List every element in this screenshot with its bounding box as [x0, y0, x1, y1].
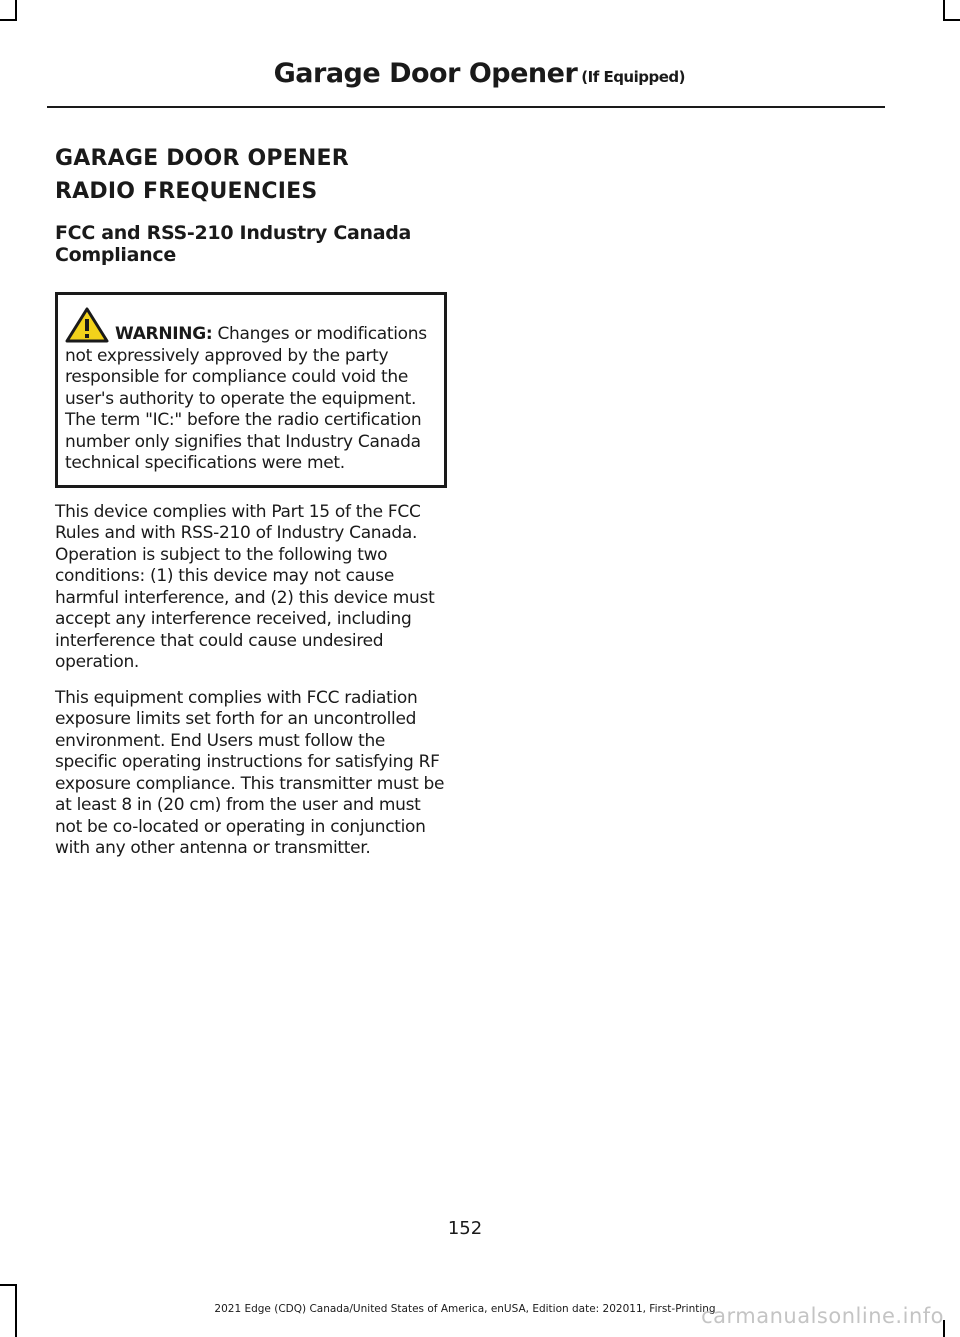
warning-text: Changes or modifications not expressively approved by the party responsible for compliance could void the user's authority to operate the equipment. The term "IC:" before the radio certification number only signifies that Industry Canada technical specifications were met. [65, 324, 427, 473]
crop-mark [0, 19, 17, 21]
header-title-text: Garage Door Opener [273, 58, 578, 89]
body-paragraph-1: This device complies with Part 15 of the FCC Rules and with RSS-210 of Industry Canada. Operation is subject to the following two conditions: (1) this device may not cause harmful interference, and (2) this device must accept any interference received, including interference that could cause undesired operation. [55, 501, 435, 672]
crop-mark [943, 0, 945, 20]
crop-mark [15, 0, 17, 20]
body-paragraph-2: This equipment complies with FCC radiation exposure limits set forth for an uncontrolled environment. End Users must follow the specific operating instructions for satisfying RF exposure compliance. This transmitter must be at least 8 in (20 cm) from the user and must not be co-located or operating in conjunction with any other antenna or transmitter. [55, 687, 445, 858]
header-divider [47, 106, 885, 108]
watermark: carmanualsonline.info [701, 1304, 944, 1328]
crop-mark [943, 19, 960, 21]
main-column [55, 142, 447, 860]
footer-edition: 2021 Edge (CDQ) Canada/United States of America, enUSA, Edition date: 202011, First-Printing [214, 1303, 716, 1315]
page-number: 152 [447, 1218, 483, 1239]
warning-triangle-icon [65, 307, 109, 343]
header-title [274, 58, 685, 89]
warning-label: WARNING: [115, 324, 213, 344]
section-heading-line2: RADIO FREQUENCIES [55, 179, 318, 204]
crop-mark [0, 1284, 17, 1286]
section-heading-line1: GARAGE DOOR OPENER [55, 146, 349, 171]
header-subtitle: (If Equipped) [581, 68, 685, 86]
section-subheading: FCC and RSS-210 Industry Canada Compliance [55, 222, 412, 266]
warning-box [55, 292, 447, 488]
